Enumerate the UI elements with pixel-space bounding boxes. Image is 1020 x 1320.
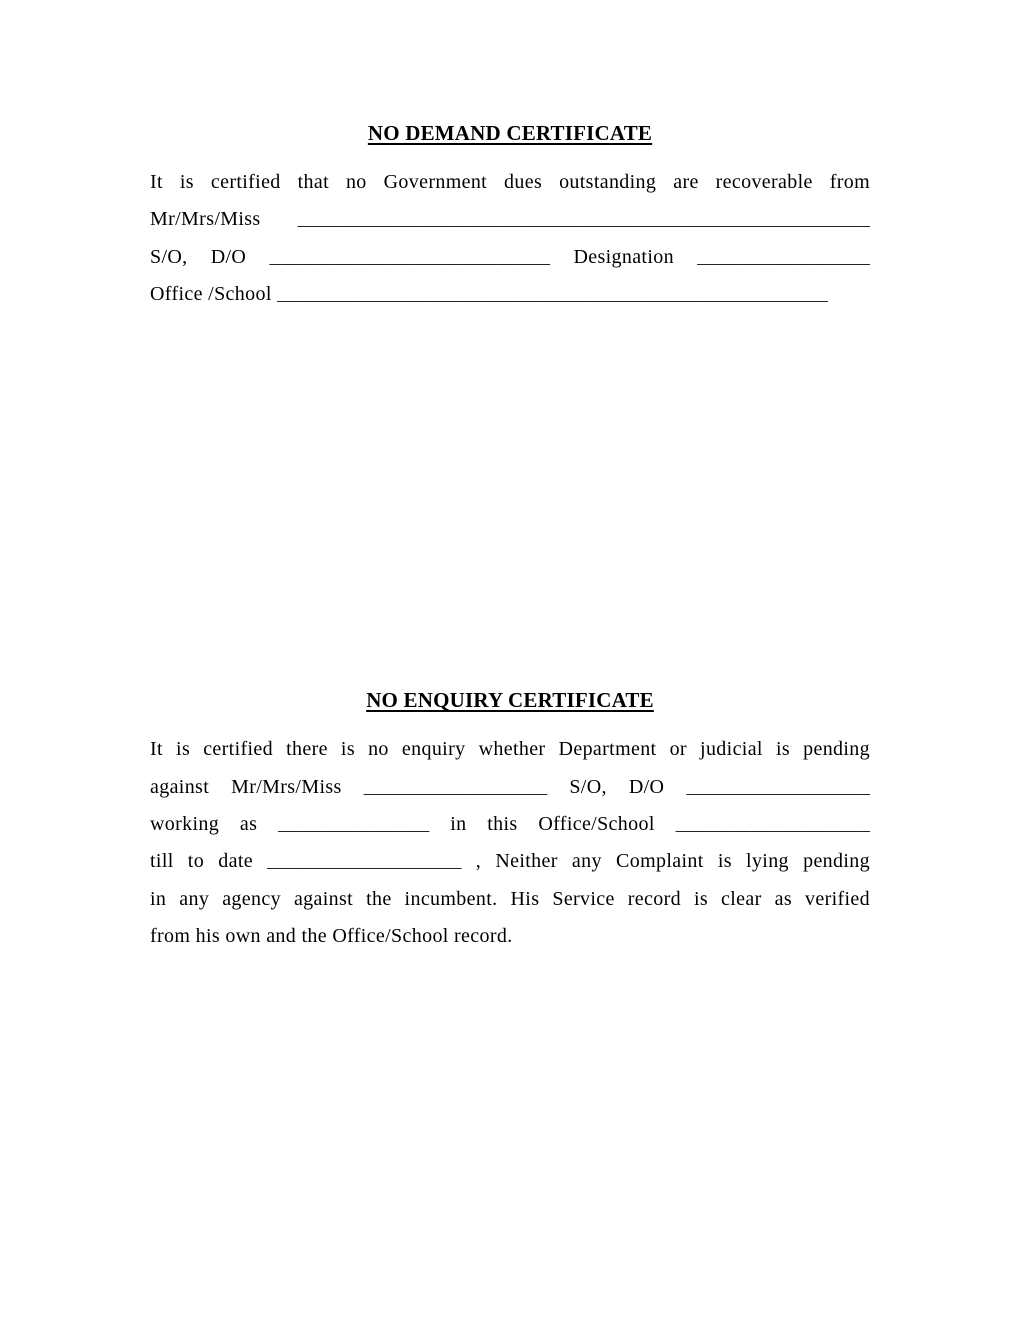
no-demand-line-1: It is certified that no Government dues outstanding are recoverable from bbox=[150, 171, 870, 193]
no-demand-line-2 bbox=[150, 207, 870, 233]
no-enquiry-line-3 bbox=[150, 812, 870, 838]
working-as-label: working as bbox=[150, 813, 258, 835]
parent-blank: __________________________ bbox=[269, 249, 551, 269]
office-label: in this Office/School bbox=[450, 813, 655, 835]
name-label: against Mr/Mrs/Miss bbox=[150, 776, 342, 798]
complaint-text: , Neither any Complaint is lying pending bbox=[475, 850, 870, 872]
no-enquiry-line-6: from his own and the Office/School record. bbox=[150, 925, 513, 947]
till-date-label: till to date bbox=[150, 850, 253, 872]
designation-blank: ________________ bbox=[697, 249, 870, 269]
parent-label: S/O, D/O bbox=[150, 246, 247, 268]
designation-label: Designation bbox=[573, 246, 674, 268]
office-blank: ___________________________________________________ bbox=[277, 286, 828, 306]
no-demand-title: NO DEMAND CERTIFICATE bbox=[367, 121, 653, 145]
name-blank: _____________________________________________________ bbox=[297, 211, 870, 231]
no-enquiry-line-4 bbox=[150, 849, 870, 875]
no-demand-line-4 bbox=[150, 282, 870, 308]
office-label: Office /School bbox=[150, 283, 272, 305]
working-as-blank: ______________ bbox=[278, 816, 430, 836]
parent-label: S/O, D/O bbox=[569, 776, 665, 798]
parent-blank: _________________ bbox=[686, 779, 871, 799]
name-label: Mr/Mrs/Miss bbox=[150, 208, 261, 230]
no-demand-line-3 bbox=[150, 245, 870, 271]
name-blank: _________________ bbox=[363, 779, 548, 799]
no-enquiry-line-5: in any agency against the incumbent. His Service record is clear as verified bbox=[150, 888, 870, 910]
no-enquiry-title: NO ENQUIRY CERTIFICATE bbox=[366, 688, 654, 712]
till-date-blank: __________________ bbox=[267, 853, 462, 873]
office-blank: __________________ bbox=[675, 816, 871, 836]
no-enquiry-line-2 bbox=[150, 775, 870, 801]
no-enquiry-line-1: It is certified there is no enquiry whether Department or judicial is pending bbox=[150, 738, 870, 760]
